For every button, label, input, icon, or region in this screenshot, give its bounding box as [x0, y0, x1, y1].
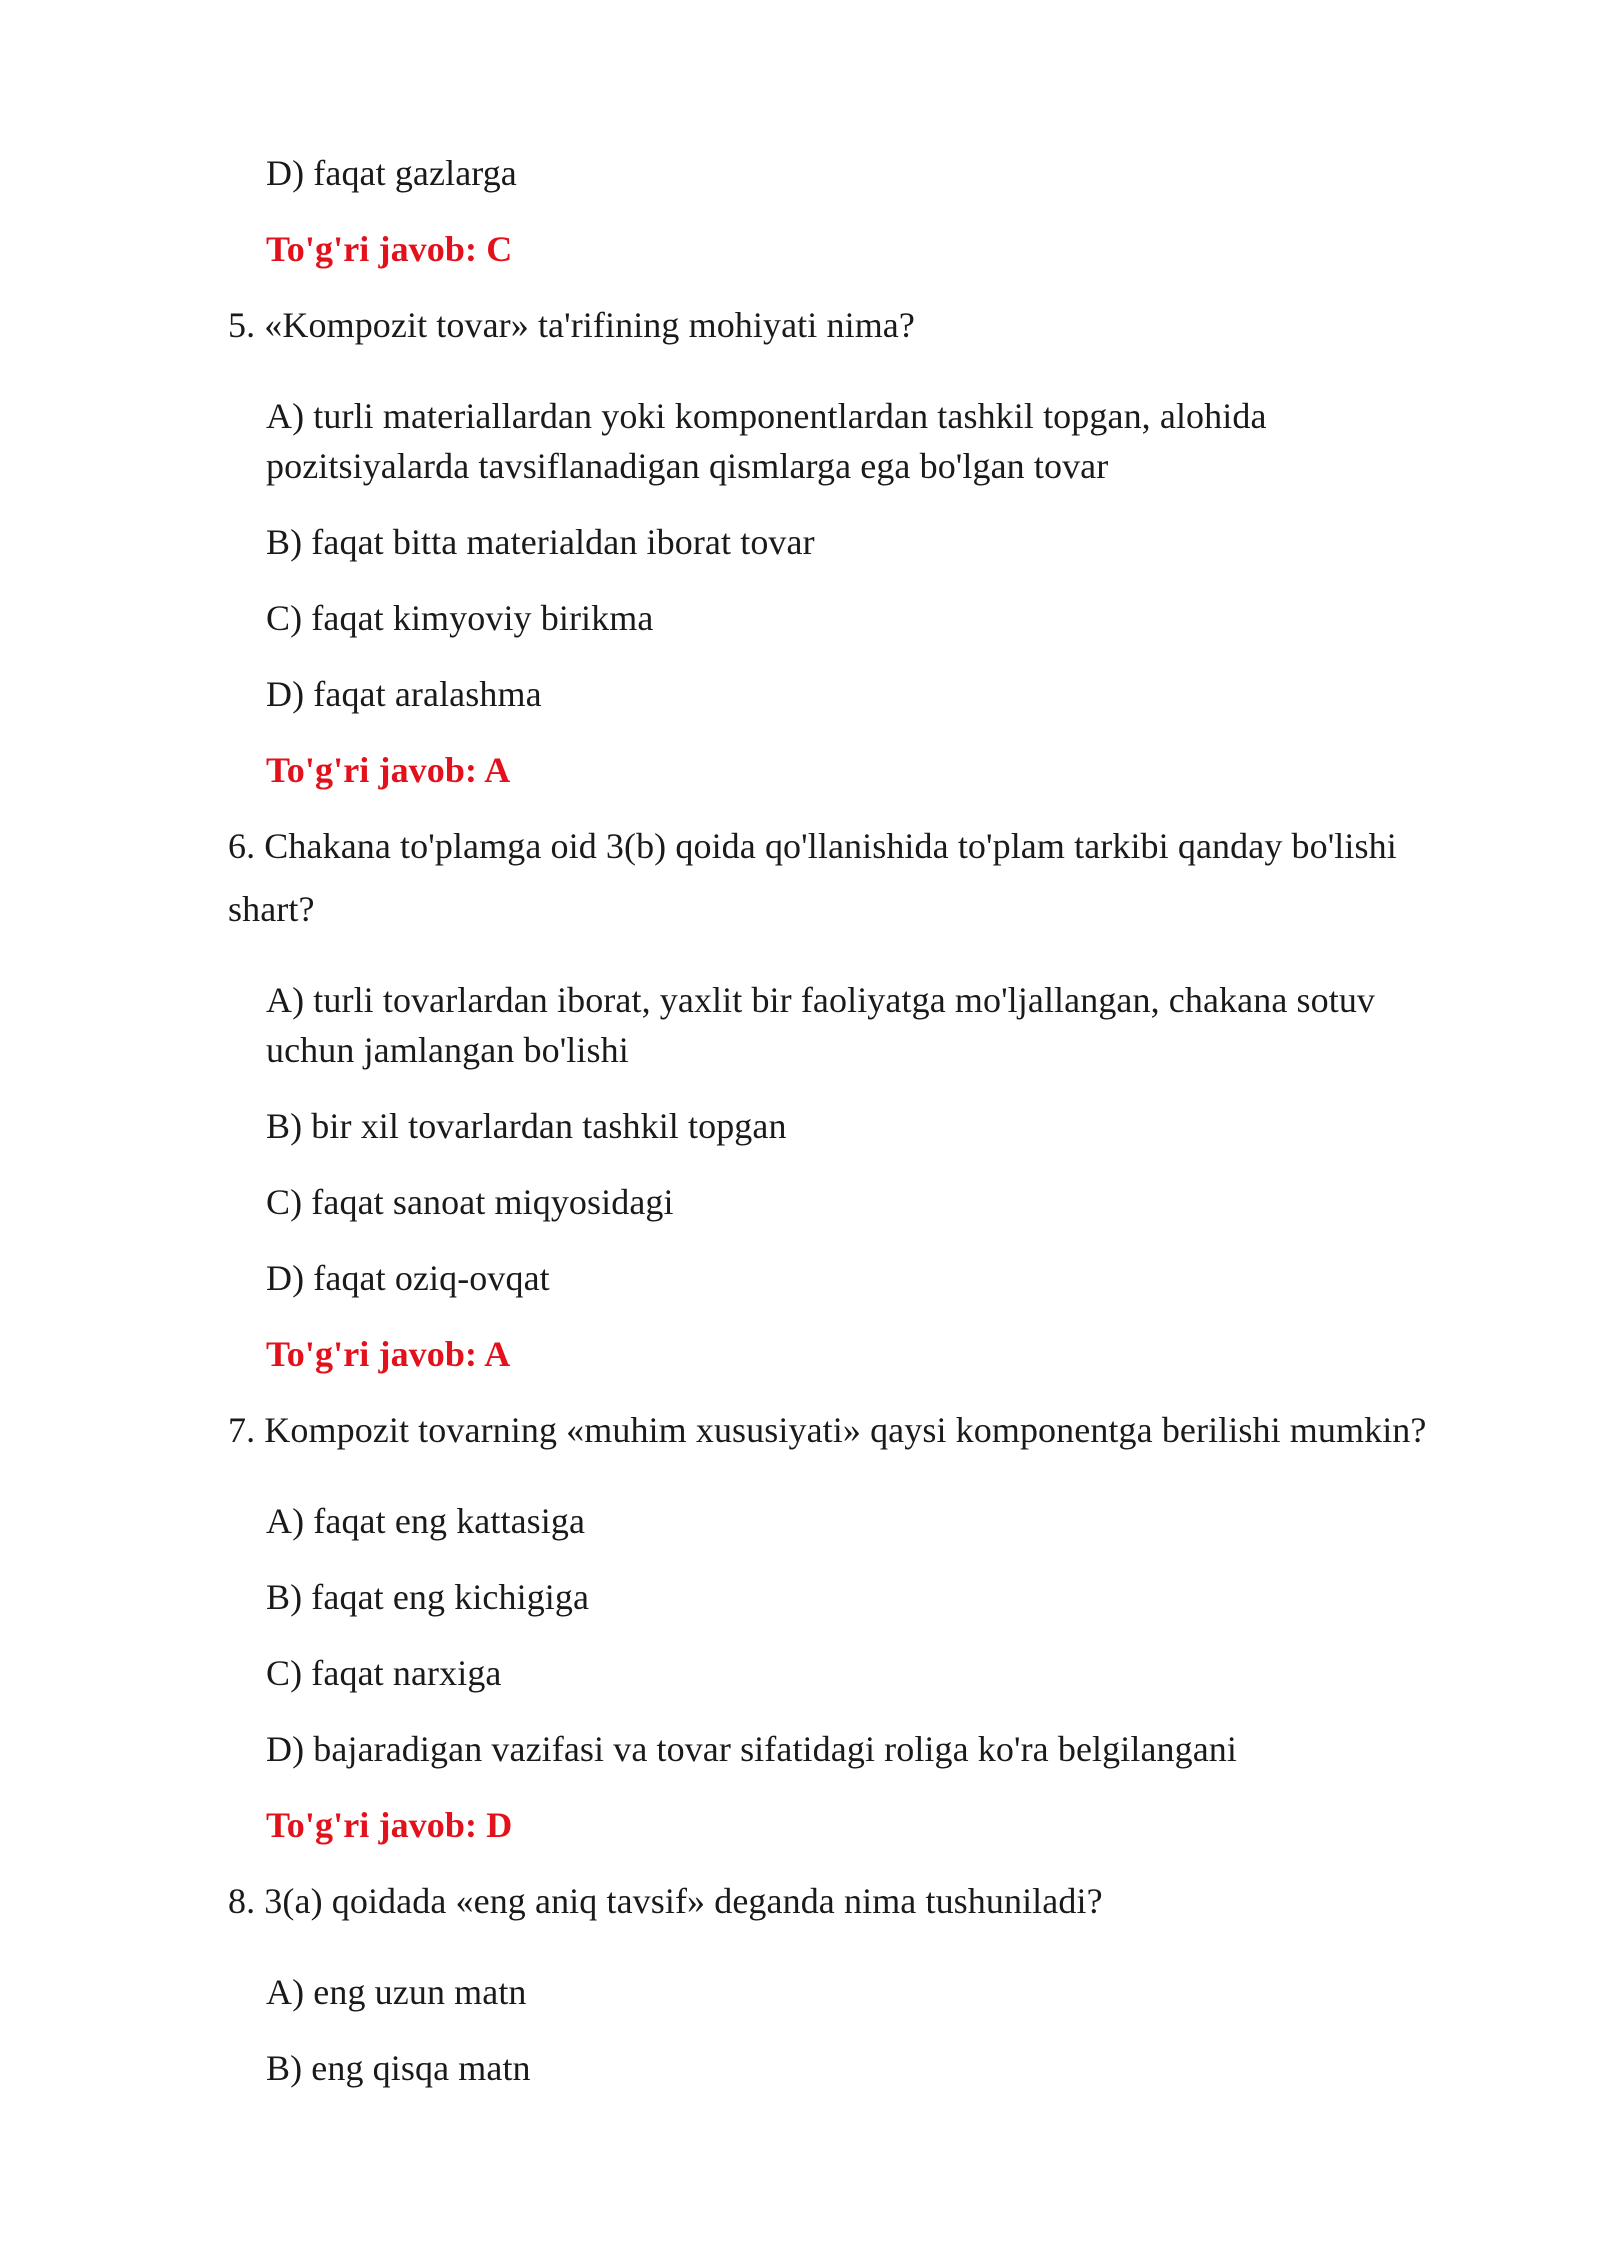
q6-option-d: D) faqat oziq-ovqat [266, 1258, 550, 1298]
q5-option-c: C) faqat kimyoviy birikma [266, 598, 654, 638]
q5-option-b: B) faqat bitta materialdan iborat tovar [266, 522, 815, 562]
q7-option-a: A) faqat eng kattasiga [266, 1501, 586, 1541]
q4-option-d: D) faqat gazlarga [266, 153, 517, 193]
q5-option-a-line2: pozitsiyalarda tavsiflanadigan qismlarga ega bo'lgan tovar [266, 446, 1109, 486]
q5-question: 5. «Kompozit tovar» ta'rifining mohiyati nima? [228, 305, 915, 345]
q6-option-c: C) faqat sanoat miqyosidagi [266, 1182, 674, 1222]
q7-option-d: D) bajaradigan vazifasi va tovar sifatidagi roliga ko'ra belgilangani [266, 1729, 1238, 1769]
q6-question-line1: 6. Chakana to'plamga oid 3(b) qoida qo'llanishida to'plam tarkibi qanday bo'lishi [228, 826, 1397, 866]
q5-option-d: D) faqat aralashma [266, 674, 542, 714]
q4-correct-answer: To'g'ri javob: C [266, 229, 513, 269]
q6-option-a-line1: A) turli tovarlardan iborat, yaxlit bir faoliyatga mo'ljallangan, chakana sotuv [266, 980, 1376, 1020]
q5-correct-answer: To'g'ri javob: A [266, 750, 511, 790]
q5-option-a-line1: A) turli materiallardan yoki komponentlardan tashkil topgan, alohida [266, 396, 1267, 436]
q6-option-a-line2: uchun jamlangan bo'lishi [266, 1030, 629, 1070]
q7-option-c: C) faqat narxiga [266, 1653, 502, 1693]
q8-option-b: B) eng qisqa matn [266, 2048, 531, 2088]
q7-option-b: B) faqat eng kichigiga [266, 1577, 590, 1617]
q6-question-line2: shart? [228, 889, 315, 929]
q6-option-b: B) bir xil tovarlardan tashkil topgan [266, 1106, 787, 1146]
q7-correct-answer: To'g'ri javob: D [266, 1805, 513, 1845]
q6-correct-answer: To'g'ri javob: A [266, 1334, 511, 1374]
q8-question: 8. 3(a) qoidada «eng aniq tavsif» deganda nima tushuniladi? [228, 1881, 1103, 1921]
q8-option-a: A) eng uzun matn [266, 1972, 527, 2012]
q7-question: 7. Kompozit tovarning «muhim xususiyati» qaysi komponentga berilishi mumkin? [228, 1410, 1427, 1450]
